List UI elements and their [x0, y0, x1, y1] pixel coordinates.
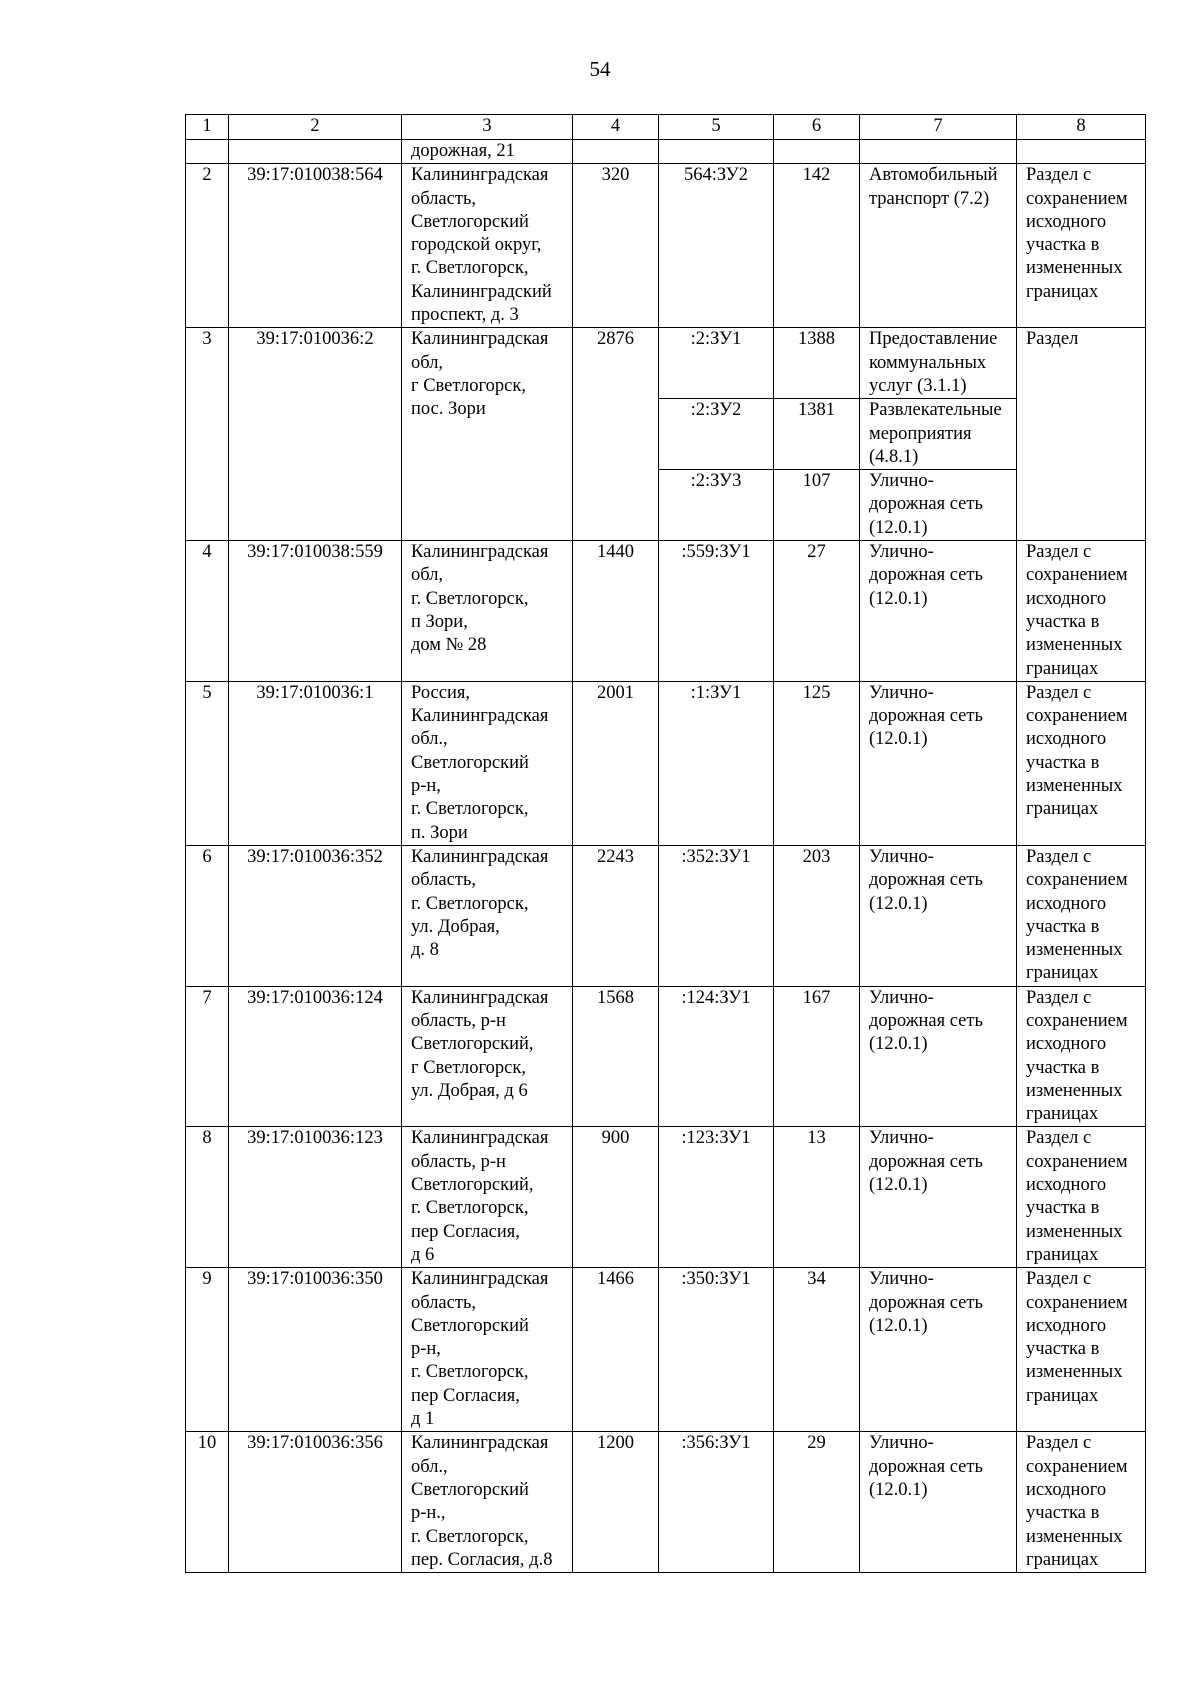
formation-method-cell-line: измененных [1026, 1362, 1123, 1383]
subplot-area-cell: 167 [774, 986, 860, 1127]
empty-cell [860, 140, 1017, 164]
permitted-use-cell-line: мероприятия [869, 423, 972, 444]
subplot-id-cell: :124:ЗУ1 [659, 986, 774, 1127]
subplot-area-cell: 34 [774, 1268, 860, 1432]
table-row [186, 1127, 1146, 1268]
subplot-area-cell: 1381 [774, 399, 860, 470]
address-cell-line: область, [411, 870, 477, 891]
address-cell [402, 328, 573, 541]
address-cell-line: р-н, [411, 1339, 441, 1360]
address-cell-line: д. 8 [411, 940, 439, 961]
permitted-use-cell [860, 1432, 1017, 1573]
permitted-use-cell-line: дорожная сеть [869, 706, 983, 727]
address-cell-line: Калининградская [411, 1269, 549, 1290]
address-cell-line: ул. Добрая, д 6 [411, 1080, 528, 1101]
permitted-use-cell-line: коммунальных [869, 352, 987, 373]
permitted-use-cell-line: дорожная сеть [869, 1456, 983, 1477]
address-cell-line: пер Согласия, [411, 1221, 520, 1242]
address-cell [402, 986, 573, 1127]
subplot-id-cell: :350:ЗУ1 [659, 1268, 774, 1432]
address-cell-line: Калининградский [411, 281, 552, 302]
address-cell-line: область, [411, 1292, 477, 1313]
address-cell-line: г. Светлогорск, [411, 258, 529, 279]
address-cell-line: г Светлогорск, [411, 375, 526, 396]
address-cell-line: г. Светлогорск, [411, 588, 529, 609]
address-cell-line: обл, [411, 352, 444, 373]
address-cell-line: г. Светлогорск, [411, 1526, 529, 1547]
permitted-use-cell [860, 164, 1017, 328]
subplot-id-cell: 564:ЗУ2 [659, 164, 774, 328]
address-cell-line: Калининградская [411, 542, 549, 563]
address-cell [402, 845, 573, 986]
address-cell [402, 164, 573, 328]
table-row [186, 164, 1146, 328]
formation-method-cell-line: Раздел с [1026, 846, 1092, 867]
permitted-use-cell-line: Улично- [869, 1433, 934, 1454]
formation-method-cell-line: границах [1026, 1549, 1099, 1570]
permitted-use-cell-line: (12.0.1) [869, 893, 928, 914]
row-number-cell: 5 [186, 681, 229, 845]
formation-method-cell-line: Раздел с [1026, 165, 1092, 186]
address-cell-line: область, р-н [411, 1151, 506, 1172]
address-cell-line: проспект, д. 3 [411, 305, 519, 326]
address-cell [402, 140, 573, 164]
address-cell-line: Светлогорский, [411, 1175, 534, 1196]
formation-method-cell-line: участка в [1026, 611, 1100, 632]
subplot-id-cell: :1:ЗУ1 [659, 681, 774, 845]
formation-method-cell [1017, 1268, 1146, 1432]
permitted-use-cell-line: Улично- [869, 1269, 934, 1290]
address-cell-line: область, р-н [411, 1010, 506, 1031]
formation-method-cell [1017, 541, 1146, 682]
address-cell-line: Калининградская [411, 846, 549, 867]
area-cell: 1568 [573, 986, 659, 1127]
formation-method-cell-line: Раздел с [1026, 682, 1092, 703]
address-cell-line: Светлогорский [411, 211, 529, 232]
empty-cell [186, 140, 229, 164]
table-row [186, 1268, 1146, 1432]
permitted-use-cell-line: (12.0.1) [869, 1315, 928, 1336]
formation-method-cell-line: сохранением [1026, 565, 1128, 586]
permitted-use-cell [860, 541, 1017, 682]
continuation-row [186, 140, 1146, 164]
area-cell: 320 [573, 164, 659, 328]
table-row [186, 986, 1146, 1127]
row-number-cell: 10 [186, 1432, 229, 1573]
area-cell: 900 [573, 1127, 659, 1268]
column-number-5: 5 [659, 115, 774, 140]
permitted-use-cell-line: транспорт (7.2) [869, 188, 990, 209]
formation-method-cell-line: участка в [1026, 752, 1100, 773]
formation-method-cell [1017, 681, 1146, 845]
formation-method-cell-line: участка в [1026, 1339, 1100, 1360]
permitted-use-cell [860, 681, 1017, 845]
permitted-use-cell-line: (12.0.1) [869, 588, 928, 609]
column-number-3: 3 [402, 115, 573, 140]
permitted-use-cell-line: Улично- [869, 542, 934, 563]
formation-method-cell-line: исходного [1026, 1034, 1107, 1055]
table-row [186, 541, 1146, 682]
address-cell-line: Калининградская [411, 706, 549, 727]
table-row [186, 1432, 1146, 1573]
area-cell: 1466 [573, 1268, 659, 1432]
subplot-id-cell: :2:ЗУ3 [659, 470, 774, 541]
address-cell-line: пер Согласия, [411, 1385, 520, 1406]
permitted-use-cell-line: Развлекательные [869, 400, 1002, 421]
table-row [186, 845, 1146, 986]
empty-cell [229, 140, 402, 164]
formation-method-cell-line: границах [1026, 1385, 1099, 1406]
permitted-use-cell-line: Улично- [869, 1128, 934, 1149]
formation-method-cell [1017, 845, 1146, 986]
permitted-use-cell-line: (12.0.1) [869, 1175, 928, 1196]
formation-method-cell-line: исходного [1026, 1479, 1107, 1500]
address-cell-line: Светлогорский [411, 1315, 529, 1336]
permitted-use-cell [860, 986, 1017, 1127]
address-cell-line: р-н., [411, 1503, 446, 1524]
subplot-area-cell: 142 [774, 164, 860, 328]
address-cell-line: д 1 [411, 1409, 435, 1430]
formation-method-cell-line: участка в [1026, 1503, 1100, 1524]
row-number-cell: 3 [186, 328, 229, 541]
cadastral-number-cell: 39:17:010036:350 [229, 1268, 402, 1432]
permitted-use-cell-line: (12.0.1) [869, 517, 928, 538]
cadastral-number-cell: 39:17:010038:564 [229, 164, 402, 328]
land-plots-table [185, 114, 1146, 1573]
subplot-id-cell: :123:ЗУ1 [659, 1127, 774, 1268]
formation-method-cell-line: измененных [1026, 1526, 1123, 1547]
column-number-8: 8 [1017, 115, 1146, 140]
formation-method-cell-line: сохранением [1026, 706, 1128, 727]
address-cell [402, 681, 573, 845]
permitted-use-cell [860, 845, 1017, 986]
formation-method-cell-line: измененных [1026, 940, 1123, 961]
permitted-use-cell-line: (12.0.1) [869, 1479, 928, 1500]
formation-method-cell-line: сохранением [1026, 1292, 1128, 1313]
formation-method-cell-line: участка в [1026, 1057, 1100, 1078]
subplot-id-cell: :559:ЗУ1 [659, 541, 774, 682]
permitted-use-cell-line: дорожная сеть [869, 1010, 983, 1031]
formation-method-cell-line: границах [1026, 963, 1099, 984]
address-cell-line: Калининградская [411, 329, 549, 350]
address-cell-line: г. Светлогорск, [411, 1362, 529, 1383]
address-cell-line: дом № 28 [411, 635, 487, 656]
cadastral-number-cell: 39:17:010036:356 [229, 1432, 402, 1573]
formation-method-cell-line: сохранением [1026, 188, 1128, 209]
permitted-use-cell-line: (4.8.1) [869, 446, 919, 467]
subplot-area-cell: 203 [774, 845, 860, 986]
permitted-use-cell [860, 470, 1017, 541]
formation-method-cell-line: измененных [1026, 1080, 1123, 1101]
cadastral-number-cell: 39:17:010036:2 [229, 328, 402, 541]
formation-method-cell-line: исходного [1026, 1315, 1107, 1336]
formation-method-cell-line: Раздел с [1026, 1433, 1092, 1454]
address-cell-line: г. Светлогорск, [411, 799, 529, 820]
permitted-use-cell-line: дорожная сеть [869, 1151, 983, 1172]
formation-method-cell-line: границах [1026, 1244, 1099, 1265]
column-number-1: 1 [186, 115, 229, 140]
formation-method-cell-line: исходного [1026, 729, 1107, 750]
empty-cell [774, 140, 860, 164]
permitted-use-cell [860, 328, 1017, 399]
subplot-id-cell: :2:ЗУ2 [659, 399, 774, 470]
address-cell-line: Светлогорский [411, 1479, 529, 1500]
formation-method-cell-line: исходного [1026, 588, 1107, 609]
permitted-use-cell-line: дорожная сеть [869, 494, 983, 515]
formation-method-cell-line: исходного [1026, 893, 1107, 914]
address-cell-line: дорожная, 21 [411, 141, 515, 161]
row-number-cell: 6 [186, 845, 229, 986]
cadastral-number-cell: 39:17:010036:352 [229, 845, 402, 986]
address-cell-line: Калининградская [411, 1128, 549, 1149]
formation-method-cell-line: участка в [1026, 235, 1100, 256]
permitted-use-cell-line: Автомобильный [869, 165, 998, 186]
permitted-use-cell [860, 399, 1017, 470]
formation-method-cell-line: границах [1026, 281, 1099, 302]
page-number: 54 [589, 57, 611, 81]
address-cell-line: обл., [411, 1456, 448, 1477]
address-cell-line: Светлогорский, [411, 1034, 534, 1055]
formation-method-cell [1017, 328, 1146, 541]
formation-method-cell-line: границах [1026, 799, 1099, 820]
address-cell [402, 1432, 573, 1573]
column-number-7: 7 [860, 115, 1017, 140]
address-cell-line: Калининградская [411, 1433, 549, 1454]
formation-method-cell-line: Раздел с [1026, 1269, 1092, 1290]
formation-method-cell-line: сохранением [1026, 1010, 1128, 1031]
subplot-area-cell: 27 [774, 541, 860, 682]
address-cell-line: г. Светлогорск, [411, 1198, 529, 1219]
formation-method-cell-line: участка в [1026, 916, 1100, 937]
permitted-use-cell-line: Улично- [869, 987, 934, 1008]
formation-method-cell-line: Раздел с [1026, 542, 1092, 563]
formation-method-cell-line: измененных [1026, 258, 1123, 279]
formation-method-cell-line: измененных [1026, 1221, 1123, 1242]
address-cell-line: городской округ, [411, 235, 542, 256]
subplot-area-cell: 107 [774, 470, 860, 541]
formation-method-cell-line: измененных [1026, 635, 1123, 656]
address-cell-line: пер. Согласия, д.8 [411, 1549, 553, 1570]
address-cell-line: р-н, [411, 776, 441, 797]
area-cell: 2876 [573, 328, 659, 541]
column-number-4: 4 [573, 115, 659, 140]
cadastral-number-cell: 39:17:010036:1 [229, 681, 402, 845]
permitted-use-cell-line: услуг (3.1.1) [869, 375, 967, 396]
address-cell-line: ул. Добрая, [411, 916, 500, 937]
address-cell-line: Россия, [411, 682, 470, 703]
subplot-area-cell: 29 [774, 1432, 860, 1573]
column-number-6: 6 [774, 115, 860, 140]
formation-method-cell-line: границах [1026, 1104, 1099, 1125]
address-cell-line: Светлогорский [411, 752, 529, 773]
permitted-use-cell-line: Улично- [869, 682, 934, 703]
subplot-id-cell: :2:ЗУ1 [659, 328, 774, 399]
row-number-cell: 8 [186, 1127, 229, 1268]
table-row [186, 681, 1146, 845]
formation-method-cell [1017, 986, 1146, 1127]
address-cell [402, 1268, 573, 1432]
permitted-use-cell [860, 1268, 1017, 1432]
cadastral-number-cell: 39:17:010038:559 [229, 541, 402, 682]
permitted-use-cell-line: Улично- [869, 846, 934, 867]
row-number-cell: 4 [186, 541, 229, 682]
cadastral-number-cell: 39:17:010036:123 [229, 1127, 402, 1268]
formation-method-cell-line: участка в [1026, 1198, 1100, 1219]
subplot-id-cell: :356:ЗУ1 [659, 1432, 774, 1573]
subplot-id-cell: :352:ЗУ1 [659, 845, 774, 986]
address-cell-line: п. Зори [411, 822, 468, 843]
formation-method-cell-line: Раздел [1026, 329, 1079, 350]
column-number-2: 2 [229, 115, 402, 140]
formation-method-cell-line: исходного [1026, 211, 1107, 232]
empty-cell [659, 140, 774, 164]
table-body [186, 115, 1146, 1573]
address-cell-line: г. Светлогорск, [411, 893, 529, 914]
permitted-use-cell-line: дорожная сеть [869, 565, 983, 586]
address-cell-line: обл, [411, 565, 444, 586]
address-cell-line: Калининградская [411, 165, 549, 186]
column-number-row [186, 115, 1146, 140]
subplot-area-cell: 125 [774, 681, 860, 845]
cadastral-number-cell: 39:17:010036:124 [229, 986, 402, 1127]
area-cell: 1200 [573, 1432, 659, 1573]
permitted-use-cell-line: дорожная сеть [869, 870, 983, 891]
row-number-cell: 7 [186, 986, 229, 1127]
address-cell-line: обл., [411, 729, 448, 750]
permitted-use-cell-line: Улично- [869, 471, 934, 492]
subplot-area-cell: 1388 [774, 328, 860, 399]
permitted-use-cell-line: (12.0.1) [869, 729, 928, 750]
area-cell: 2001 [573, 681, 659, 845]
empty-cell [1017, 140, 1146, 164]
formation-method-cell-line: сохранением [1026, 1151, 1128, 1172]
empty-cell [573, 140, 659, 164]
address-cell-line: Калининградская [411, 987, 549, 1008]
formation-method-cell-line: исходного [1026, 1175, 1107, 1196]
address-cell [402, 541, 573, 682]
area-cell: 1440 [573, 541, 659, 682]
row-number-cell: 2 [186, 164, 229, 328]
formation-method-cell [1017, 164, 1146, 328]
permitted-use-cell-line: (12.0.1) [869, 1034, 928, 1055]
address-cell-line: область, [411, 188, 477, 209]
address-cell-line: г Светлогорск, [411, 1057, 526, 1078]
formation-method-cell [1017, 1432, 1146, 1573]
address-cell [402, 1127, 573, 1268]
formation-method-cell-line: сохранением [1026, 1456, 1128, 1477]
address-cell-line: пос. Зори [411, 399, 486, 420]
formation-method-cell-line: сохранением [1026, 870, 1128, 891]
area-cell: 2243 [573, 845, 659, 986]
formation-method-cell-line: Раздел с [1026, 987, 1092, 1008]
formation-method-cell [1017, 1127, 1146, 1268]
permitted-use-cell-line: дорожная сеть [869, 1292, 983, 1313]
formation-method-cell-line: границах [1026, 658, 1099, 679]
formation-method-cell-line: Раздел с [1026, 1128, 1092, 1149]
row-number-cell: 9 [186, 1268, 229, 1432]
permitted-use-cell-line: Предоставление [869, 329, 998, 350]
table-row [186, 328, 1146, 399]
subplot-area-cell: 13 [774, 1127, 860, 1268]
formation-method-cell-line: измененных [1026, 776, 1123, 797]
address-cell-line: д 6 [411, 1244, 435, 1265]
permitted-use-cell [860, 1127, 1017, 1268]
address-cell-line: п Зори, [411, 611, 468, 632]
